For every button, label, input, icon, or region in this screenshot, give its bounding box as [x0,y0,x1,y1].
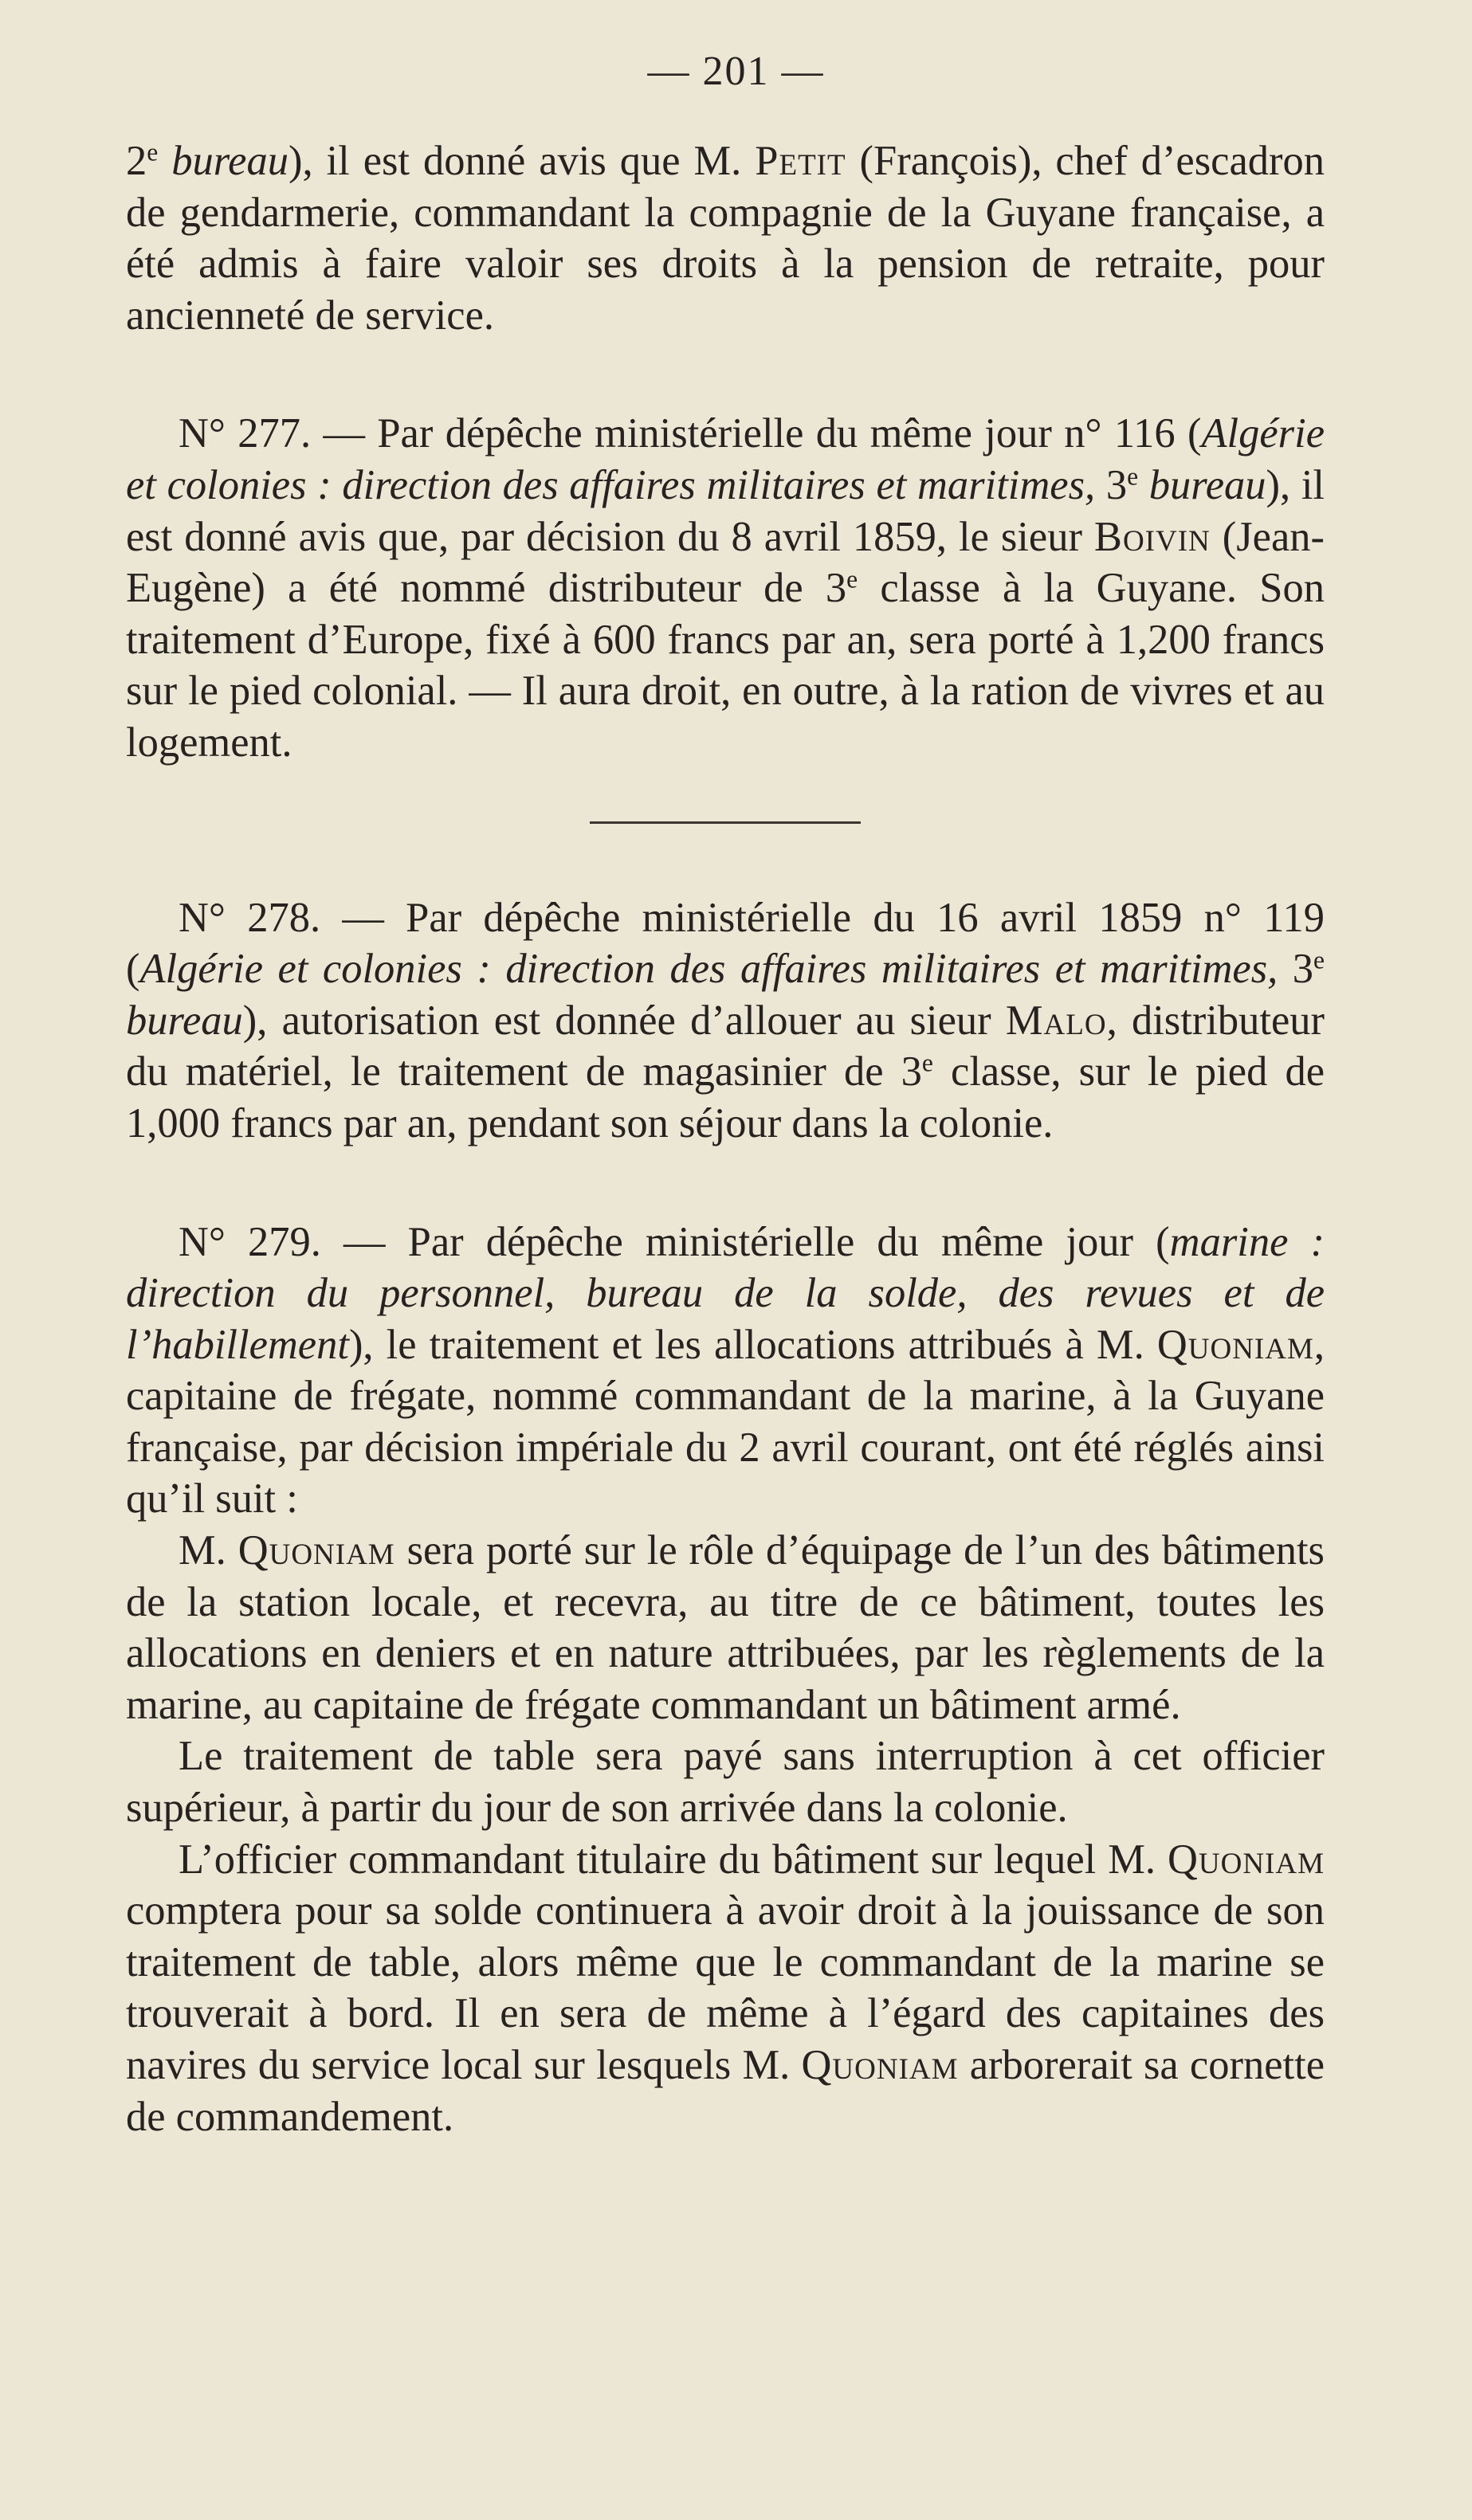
text-run: (François), chef [846,138,1128,184]
text-run: sera porté sur le rôle d’équipage de l’un des bâtiments de la station locale, et recevra, au titre de ce bâtiment, toutes les allocations en deniers et en nature attribuées, par les règlements de la marine, au capitaine de frégate commandant un bâtiment armé. [126,1527,1325,1728]
superscript: e [1127,462,1139,491]
paragraph-quoniam-role [126,1525,1325,1730]
text-run: ), il est donné avis que M. [289,138,756,184]
paragraph-continuation: 2e bureau), il est donné avis que M. Petit (François), chef d’escadron de gendarmerie, commandant la compagnie de la Guyane française, a été admis à faire valoir ses droits à la pension de retraite, pour ancienneté de service. [126,138,1325,339]
text-run: classe à la Guyane. Son traitement d’Europe, fixé à 600 francs par an, sera porté à 1,200 francs sur le pied colonial. — Il aura droit, en outre, à la ration de vivres et au logement. [126,565,1325,766]
text-run: N° 279. — Par dépêche ministérielle du même jour ( [179,1218,1170,1265]
paragraph-commanding-officer [126,1834,1325,2143]
superscript: e [147,138,159,167]
person-name: Malo [1005,997,1107,1044]
person-name: Quoniam [1167,1836,1325,1883]
paragraph-278: N° 278. — Par dépêche ministérielle du 16 avril 1859 n° 119 (Algérie et colonies : direction des affaires militaires et maritimes, 3e bureau), autorisation est donnée d’allouer au sieur Malo, distributeur du matériel, le traitement de magasinier de 3e classe, sur le pied de 1,000 francs par an, pendant son séjour dans la colonie. [126,894,1325,1146]
superscript: e [1313,946,1325,974]
person-name: Quoniam [801,2042,959,2088]
text-run: M. [179,1527,238,1574]
page-number: — 201 — [647,49,825,94]
text-run: d’escadron de gendarmerie, commandant la compagnie de la Guyane française, a été admis à faire valoir ses droits à la pension de retraite, pour ancienneté de service. [126,138,1325,339]
superscript: e [921,1049,933,1077]
paragraph-table-allowance: Le traitement de table sera payé sans interruption à cet officier supérieur, à partir du jour de son arrivée dans la colonie. [126,1733,1325,1832]
text-run: , capitaine de frégate, nommé commandant de la marine, à la Guyane française, par décision impériale du 2 avril courant, ont été réglés ainsi qu’il suit : [126,1321,1325,1523]
italic-text: Algérie et colonies : direction des affaires militaires et maritimes, [126,410,1325,508]
person-name: Boivin [1093,513,1211,560]
italic-text: bureau [171,138,289,184]
text-run: arborerait sa cornette de commandement. [126,2042,1325,2140]
text-run: L’officier commandant titulaire du bâtiment sur lequel M. [179,1836,1168,1883]
text-run: N° 278. — Par dépêche ministérielle du 16 avril 1859 n° 119 ( [126,894,1325,993]
italic-text: bureau [126,997,243,1044]
document-body [126,135,1325,2142]
text-run: ), le traitement et les allocations attribués à M. [348,1321,1157,1368]
text-run: N° 277. — Par dépêche ministérielle du même jour n° 116 ( [179,410,1202,457]
text-run: comptera pour sa solde continuera à avoir droit à la jouissance de son traitement de table, alors même que le commandant de la marine se trouverait à bord. Il en sera de même à l’égard des capitaines des navires du service local sur lesquels M. [126,1887,1325,2088]
italic-text: marine : direction du personnel, bureau de la solde, des revues et de l’habillement [126,1218,1325,1368]
person-name: Petit [755,138,846,184]
paragraph-279 [126,1217,1325,1526]
text-run: (Jean-Eugène) a été nommé distributeur de 3 [126,513,1325,612]
person-name: Quoniam [237,1527,395,1574]
superscript: e [846,565,858,594]
text-run: , distributeur du matériel, le traitement de magasinier de 3 [126,997,1325,1095]
italic-text: bureau [1148,461,1266,508]
italic-text: Algérie et colonies : direction des affaires militaires et maritimes, [139,946,1293,993]
text-run: ), il est donné avis que, par décision du 8 avril 1859, le sieur [126,461,1325,560]
person-name: Quoniam [1156,1321,1314,1368]
text-run: ), autorisation est donnée d’allouer au sieur [242,997,1006,1044]
paragraph-277: N° 277. — Par dépêche ministérielle du même jour n° 116 (Algérie et colonies : direction des affaires militaires et maritimes, 3e bureau), il est donné avis que, par décision du 8 avril 1859, le sieur Boivin (Jean-Eugène) a été nommé distributeur de 3e classe à la Guyane. Son traitement d’Europe, fixé à 600 francs par an, sera porté à 1,200 francs sur le pied colonial. — Il aura droit, en outre, à la ration de vivres et au logement. [126,410,1325,766]
text-run: classe, sur le pied de 1,000 francs par an, pendant son séjour dans la colonie. [126,1048,1325,1146]
